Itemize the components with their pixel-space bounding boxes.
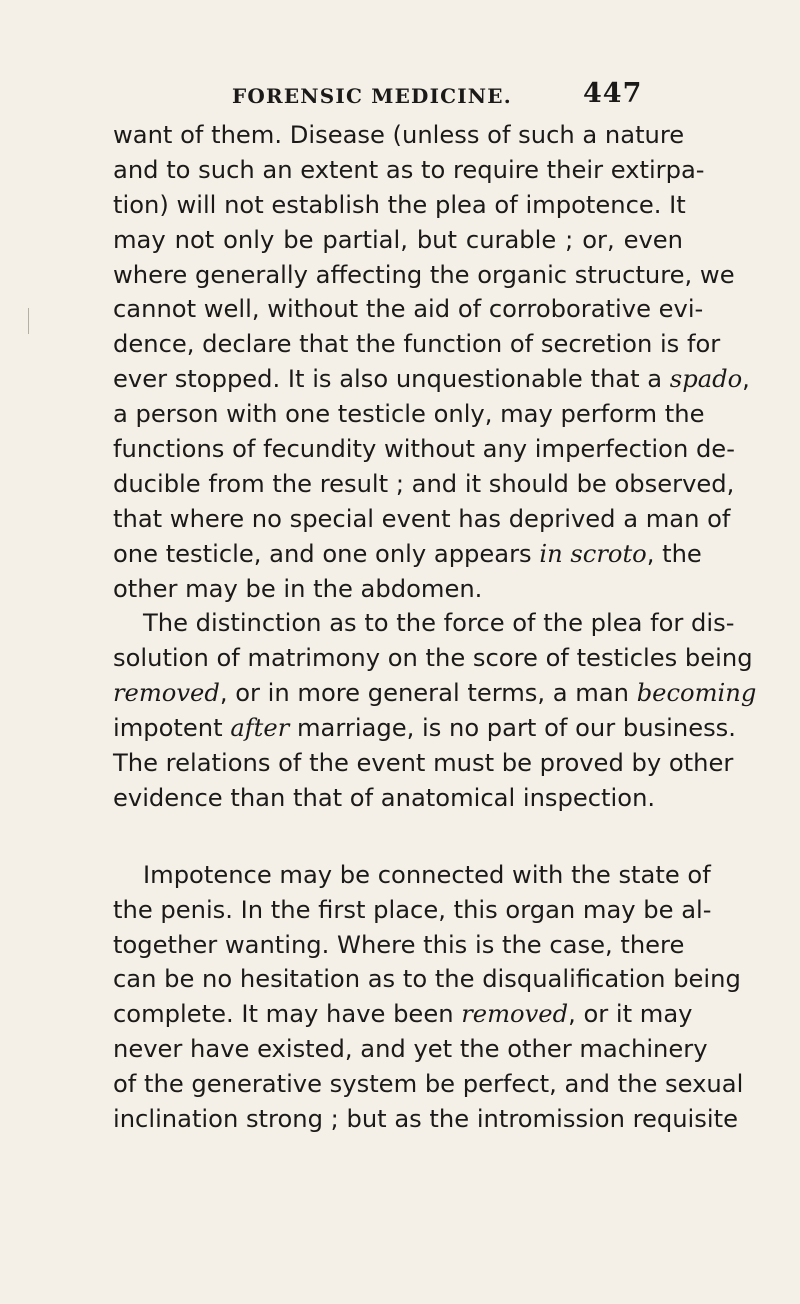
text-line: together wanting. Where this is the case, there: [113, 930, 685, 959]
italic-term: after: [230, 714, 290, 743]
text-line: evidence than that of anatomical inspection.: [113, 783, 656, 812]
text-line: solution of matrimony on the score of testicles being: [113, 644, 753, 673]
page-number: 447: [583, 78, 643, 109]
text-line: removed, or in more general terms, a man becoming: [113, 679, 757, 708]
text-line: that where no special event has deprived a man of: [113, 504, 731, 533]
body-text: [113, 118, 757, 1137]
text-line: never have existed, and yet the other machinery: [113, 1035, 708, 1064]
italic-term: spado: [669, 365, 743, 394]
text-line: impotent after marriage, is no part of our business.: [113, 714, 736, 743]
text-line: a person with one testicle only, may perform the: [113, 400, 705, 429]
text-line: dence, declare that the function of secretion is for: [113, 330, 721, 359]
text-line: where generally affecting the organic structure, we: [113, 260, 735, 289]
paragraph-3: [113, 858, 744, 1137]
text-line: cannot well, without the aid of corroborative evi-: [113, 295, 704, 324]
text-line: other may be in the abdomen.: [113, 574, 483, 603]
running-title: FORENSIC MEDICINE.: [232, 84, 512, 108]
paragraph-1: [113, 118, 750, 606]
text-line: Impotence may be connected with the state of: [143, 860, 711, 889]
text-line: the penis. In the first place, this organ may be al-: [113, 895, 712, 924]
text-line: one testicle, and one only appears in scroto, the: [113, 539, 702, 568]
text-line: can be no hesitation as to the disqualification being: [113, 965, 741, 994]
text-line: of the generative system be perfect, and the sexual: [113, 1070, 744, 1099]
paragraph-gap: [113, 816, 683, 858]
text-line: The relations of the event must be proved by other: [113, 749, 734, 778]
scan-artifact: [28, 308, 29, 334]
text-line: inclination strong ; but as the intromission requisite: [113, 1105, 738, 1134]
text-line: The distinction as to the force of the plea for dis-: [143, 609, 735, 638]
text-line: want of them. Disease (unless of such a nature: [113, 121, 685, 149]
paragraph-2: [113, 606, 757, 815]
italic-term: removed: [113, 679, 220, 708]
text-line: ever stopped. It is also unquestionable that a spado,: [113, 365, 750, 394]
text-line: ducible from the result ; and it should be observed,: [113, 469, 735, 498]
running-header: [0, 80, 800, 110]
text-line: may not only be partial, but curable ; or, even: [113, 225, 683, 254]
italic-term: becoming: [636, 679, 757, 708]
text-line: complete. It may have been removed, or it may: [113, 1000, 693, 1029]
text-line: functions of fecundity without any imperfection de-: [113, 435, 735, 464]
text-line: tion) will not establish the plea of impotence. It: [113, 190, 686, 219]
text-line: and to such an extent as to require their extirpa-: [113, 155, 705, 184]
italic-term: removed: [461, 1000, 569, 1029]
italic-term: in scroto: [539, 539, 647, 568]
